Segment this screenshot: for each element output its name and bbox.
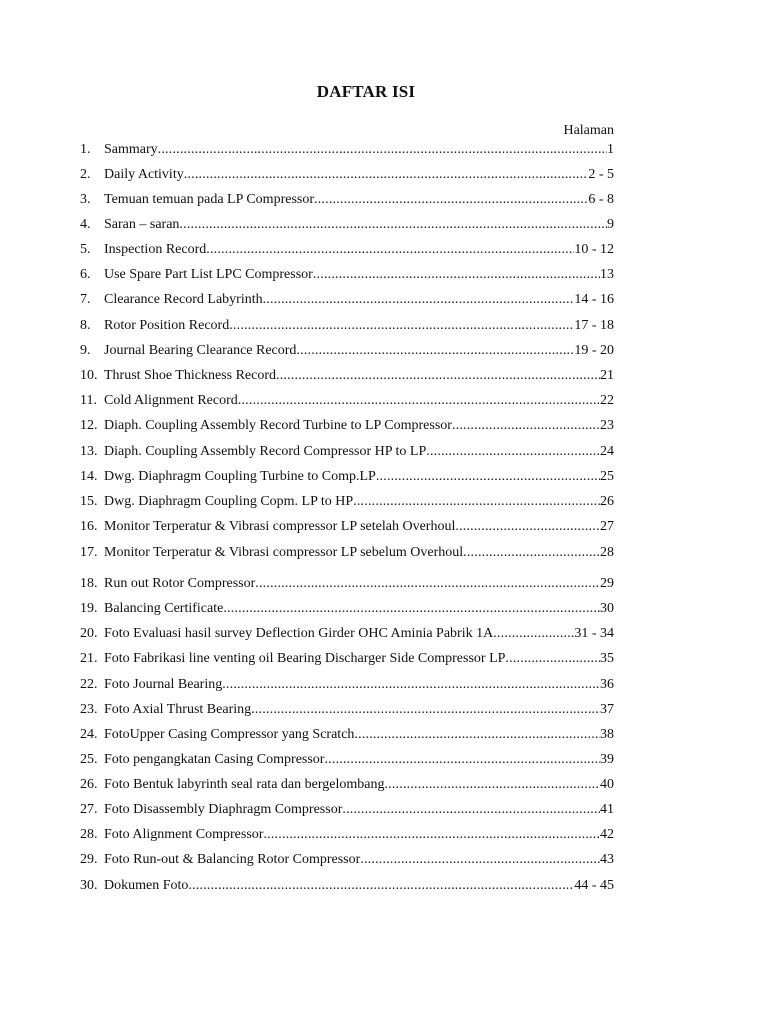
toc-entry-title: Foto Axial Thrust Bearing	[104, 702, 252, 717]
toc-entry	[104, 416, 614, 436]
toc-entry-title: Thrust Shoe Thickness Record	[104, 368, 276, 383]
toc-page-number: 19 - 20	[574, 343, 614, 358]
toc-number: 7.	[80, 292, 91, 307]
toc-row	[80, 391, 616, 411]
toc-entry	[104, 675, 614, 695]
toc-number: 20.	[80, 626, 98, 641]
toc-entry	[104, 265, 614, 285]
toc-page-number: 1	[607, 142, 614, 157]
toc-page-number: 14 - 16	[574, 292, 614, 307]
toc-row	[80, 700, 616, 720]
toc-page-number: 22	[600, 393, 614, 408]
dot-leader	[263, 290, 575, 310]
toc-row	[80, 825, 616, 845]
toc-page-number: 17 - 18	[574, 318, 614, 333]
toc-row	[80, 574, 616, 594]
dot-leader	[463, 543, 600, 563]
toc-row	[80, 265, 616, 285]
toc-page-number: 26	[600, 494, 614, 509]
toc-row	[80, 492, 616, 512]
toc-row	[80, 850, 616, 870]
toc-entry-title: Balancing Certificate	[104, 601, 224, 616]
toc-entry-title: Run out Rotor Compressor	[104, 576, 256, 591]
toc-number: 27.	[80, 802, 98, 817]
toc-entry-title: Foto Run-out & Balancing Rotor Compressor	[104, 852, 361, 867]
toc-page-number: 13	[600, 267, 614, 282]
dot-leader	[314, 190, 588, 210]
toc-row	[80, 240, 616, 260]
toc-row	[80, 775, 616, 795]
toc-entry	[104, 316, 614, 336]
dot-leader	[296, 341, 574, 361]
toc-entry-title: Temuan temuan pada LP Compressor	[104, 192, 315, 207]
dot-leader	[313, 265, 600, 285]
toc-entry-title: FotoUpper Casing Compressor yang Scratch	[104, 727, 355, 742]
toc-entry	[104, 599, 614, 619]
dot-leader	[276, 366, 600, 386]
toc-entry-title: Use Spare Part List LPC Compressor	[104, 267, 313, 282]
toc-number: 9.	[80, 343, 91, 358]
toc-entry	[104, 215, 614, 235]
toc-page-number: 10 - 12	[574, 242, 614, 257]
toc-entry-title: Foto Fabrikasi line venting oil Bearing Discharger Side Compressor LP	[104, 651, 506, 666]
toc-page-number: 2 - 5	[588, 167, 614, 182]
toc-page-number: 30	[600, 601, 614, 616]
dot-leader	[229, 316, 574, 336]
toc-number: 18.	[80, 576, 98, 591]
toc-entry	[104, 624, 614, 644]
toc-entry	[104, 574, 614, 594]
toc-entry	[104, 775, 614, 795]
dot-leader	[426, 442, 600, 462]
dot-leader	[184, 165, 589, 185]
toc-number: 13.	[80, 444, 98, 459]
toc-entry	[104, 290, 614, 310]
toc-row	[80, 366, 616, 386]
toc-entry	[104, 800, 614, 820]
toc-page-number: 41	[600, 802, 614, 817]
toc-entry-title: Foto pengangkatan Casing Compressor	[104, 752, 325, 767]
toc-page-number: 21	[600, 368, 614, 383]
toc-entry	[104, 825, 614, 845]
toc-entry-title: Daily Activity	[104, 167, 184, 182]
toc-page-number: 38	[600, 727, 614, 742]
toc-entry-title: Saran – saran	[104, 217, 180, 232]
toc-page-number: 28	[600, 545, 614, 560]
toc-row	[80, 140, 616, 160]
toc-entry-title: Foto Journal Bearing	[104, 677, 223, 692]
toc-page-number: 6 - 8	[588, 192, 614, 207]
toc-page-number: 24	[600, 444, 614, 459]
toc-number: 30.	[80, 878, 98, 893]
dot-leader	[376, 467, 600, 487]
toc-entry-title: Monitor Terperatur & Vibrasi compressor LP sebelum Overhoul	[104, 545, 464, 560]
dot-leader	[263, 825, 600, 845]
toc-page-number: 42	[600, 827, 614, 842]
toc-row	[80, 290, 616, 310]
page-title: DAFTAR ISI	[316, 82, 416, 101]
toc-row	[80, 649, 616, 669]
toc-entry-title: Dwg. Diaphragm Coupling Turbine to Comp.LP	[104, 469, 376, 484]
toc-entry-title: Foto Disassembly Diaphragm Compressor	[104, 802, 343, 817]
toc-entry	[104, 140, 614, 160]
toc-entry-title: Journal Bearing Clearance Record	[104, 343, 297, 358]
dot-leader	[455, 517, 600, 537]
toc-page-number: 39	[600, 752, 614, 767]
toc-page-number: 36	[600, 677, 614, 692]
dot-leader	[493, 624, 574, 644]
toc-number: 3.	[80, 192, 91, 207]
toc-number: 6.	[80, 267, 91, 282]
toc-entry	[104, 467, 614, 487]
toc-number: 11.	[80, 393, 97, 408]
toc-entry	[104, 750, 614, 770]
toc-row	[80, 624, 616, 644]
toc-number: 22.	[80, 677, 98, 692]
toc-page-number: 37	[600, 702, 614, 717]
dot-leader	[360, 850, 600, 870]
toc-page-number: 40	[600, 777, 614, 792]
toc-entry	[104, 366, 614, 386]
dot-leader	[255, 574, 600, 594]
toc-entry-title: Monitor Terperatur & Vibrasi compressor LP setelah Overhoul	[104, 519, 456, 534]
toc-entry-title: Foto Bentuk labyrinth seal rata dan bergelombang	[104, 777, 385, 792]
toc-entry-title: Diaph. Coupling Assembly Record Compressor HP to LP	[104, 444, 427, 459]
toc-page-number: 43	[600, 852, 614, 867]
toc-entry-title: Cold Alignment Record	[104, 393, 238, 408]
page-column-header: Halaman	[563, 123, 614, 138]
toc-number: 29.	[80, 852, 98, 867]
toc-entry	[104, 240, 614, 260]
toc-entry-title: Foto Evaluasi hasil survey Deflection Girder OHC Aminia Pabrik 1A	[104, 626, 494, 641]
toc-number: 28.	[80, 827, 98, 842]
toc-entry	[104, 725, 614, 745]
toc-number: 23.	[80, 702, 98, 717]
toc-page-number: 25	[600, 469, 614, 484]
toc-number: 24.	[80, 727, 98, 742]
toc-number: 12.	[80, 418, 98, 433]
toc-row	[80, 599, 616, 619]
toc-page-number: 23	[600, 418, 614, 433]
toc-entry-title: Foto Alignment Compressor	[104, 827, 264, 842]
toc-entry	[104, 492, 614, 512]
toc-number: 8.	[80, 318, 91, 333]
dot-leader	[238, 391, 600, 411]
toc-entry	[104, 649, 614, 669]
toc-row	[80, 750, 616, 770]
toc-page-number: 9	[607, 217, 614, 232]
toc-entry-title: Clearance Record Labyrinth	[104, 292, 263, 307]
dot-leader	[384, 775, 600, 795]
toc-page-number: 29	[600, 576, 614, 591]
toc-number: 5.	[80, 242, 91, 257]
toc-row	[80, 341, 616, 361]
dot-leader	[353, 492, 600, 512]
dot-leader	[223, 599, 600, 619]
toc-row	[80, 800, 616, 820]
toc-page-number: 31 - 34	[574, 626, 614, 641]
toc-row	[80, 316, 616, 336]
toc-row	[80, 876, 616, 896]
dot-leader	[251, 700, 600, 720]
toc-number: 14.	[80, 469, 98, 484]
toc-number: 10.	[80, 368, 98, 383]
toc-row	[80, 517, 616, 537]
toc-page-number: 44 - 45	[574, 878, 614, 893]
toc-number: 19.	[80, 601, 98, 616]
toc-entry-title: Rotor Position Record	[104, 318, 230, 333]
toc-number: 2.	[80, 167, 91, 182]
toc-entry	[104, 876, 614, 896]
toc-number: 15.	[80, 494, 98, 509]
dot-leader	[179, 215, 607, 235]
dot-leader	[342, 800, 600, 820]
toc-number: 21.	[80, 651, 98, 666]
toc-number: 1.	[80, 142, 91, 157]
dot-leader	[452, 416, 600, 436]
toc-row	[80, 165, 616, 185]
toc-row	[80, 543, 616, 563]
toc-number: 4.	[80, 217, 91, 232]
toc-entry	[104, 165, 614, 185]
toc-entry	[104, 341, 614, 361]
toc-entry	[104, 543, 614, 563]
toc-row	[80, 416, 616, 436]
toc-row	[80, 190, 616, 210]
dot-leader	[158, 140, 607, 160]
toc-row	[80, 215, 616, 235]
toc-entry	[104, 517, 614, 537]
toc-entry-title: Dwg. Diaphragm Coupling Copm. LP to HP	[104, 494, 354, 509]
toc-number: 26.	[80, 777, 98, 792]
toc-number: 17.	[80, 545, 98, 560]
toc-row	[80, 725, 616, 745]
toc-entry-title: Sammary	[104, 142, 158, 157]
dot-leader	[206, 240, 574, 260]
toc-entry	[104, 850, 614, 870]
toc-entry	[104, 391, 614, 411]
toc-row	[80, 467, 616, 487]
toc-entry	[104, 190, 614, 210]
toc-entry-title: Dokumen Foto	[104, 878, 189, 893]
toc-row	[80, 675, 616, 695]
dot-leader	[188, 876, 574, 896]
toc-entry	[104, 700, 614, 720]
dot-leader	[505, 649, 600, 669]
dot-leader	[324, 750, 600, 770]
toc-number: 25.	[80, 752, 98, 767]
toc-entry	[104, 442, 614, 462]
dot-leader	[222, 675, 600, 695]
toc-page-number: 27	[600, 519, 614, 534]
toc-page-number: 35	[600, 651, 614, 666]
toc-entry-title: Diaph. Coupling Assembly Record Turbine to LP Compressor	[104, 418, 452, 433]
toc-number: 16.	[80, 519, 98, 534]
toc-row	[80, 442, 616, 462]
dot-leader	[354, 725, 600, 745]
toc-entry-title: Inspection Record	[104, 242, 207, 257]
